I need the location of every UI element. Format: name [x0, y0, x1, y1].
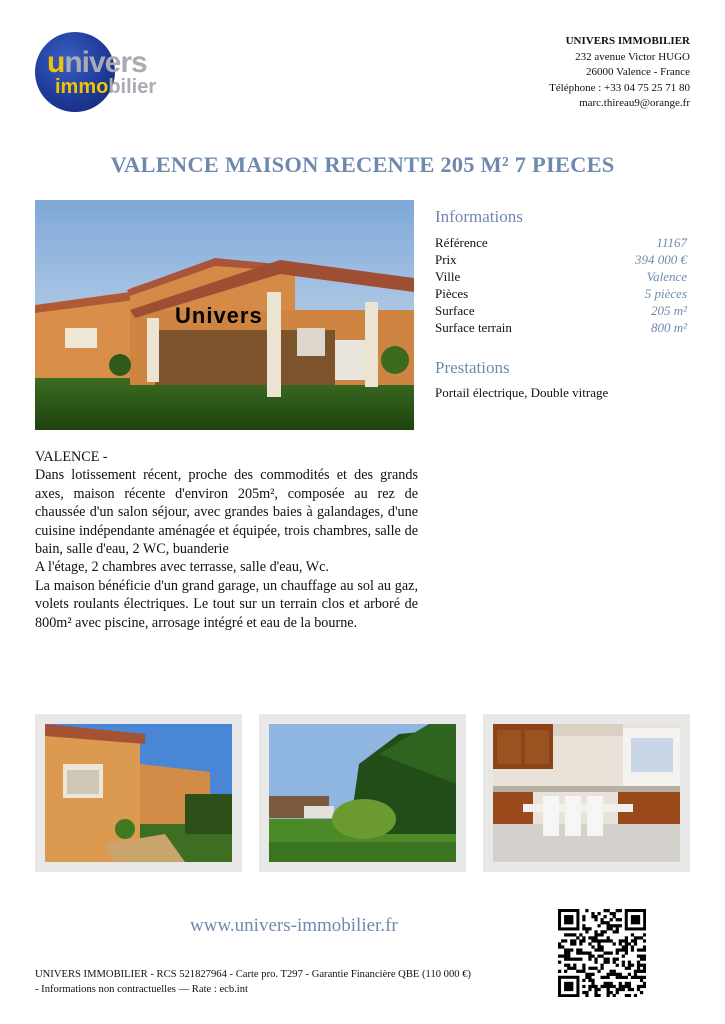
- info-row-pieces: [435, 285, 687, 302]
- info-label: Surface terrain: [435, 320, 512, 335]
- footer-disclaimer-line: - Informations non contractuelles — Rate : ecb.int: [35, 984, 248, 995]
- logo-word-univers: univers: [47, 46, 147, 79]
- description-paragraph: La maison bénéficie d'un grand garage, un chauffage au sol au gaz, volets roulants électriques. Le tout sur un terrain clos et arboré de 800m² avec piscine, arrosage intégré et eau de la bourne.: [35, 577, 418, 631]
- info-value: 5 pièces: [644, 286, 687, 301]
- qr-code: [558, 909, 646, 997]
- listing-title: VALENCE MAISON RECENTE 205 M² 7 PIECES: [110, 152, 615, 177]
- agency-city: 26000 Valence - France: [586, 66, 690, 78]
- description-line: VALENCE -: [35, 449, 108, 465]
- info-row-surface-terrain: [435, 319, 687, 336]
- info-label: Référence: [435, 235, 488, 250]
- prestations-heading: Prestations: [435, 358, 510, 377]
- agency-phone: Téléphone : +33 04 75 25 71 80: [549, 81, 690, 94]
- info-value: Valence: [646, 269, 687, 284]
- info-label: Pièces: [435, 286, 469, 301]
- info-label: Surface: [435, 303, 475, 318]
- info-row-ville: [435, 268, 687, 285]
- agency-contact: [549, 34, 690, 112]
- agency-address: 232 avenue Victor HUGO: [575, 50, 690, 63]
- website-link[interactable]: www.univers-immobilier.fr: [190, 915, 398, 936]
- info-value: 394 000 €: [635, 252, 687, 267]
- agency-logo: [35, 32, 165, 112]
- info-value: 205 m²: [650, 303, 687, 318]
- info-row-reference: [435, 234, 687, 251]
- prestations-text: Portail électrique, Double vitrage: [435, 385, 609, 400]
- info-label: Ville: [435, 269, 461, 284]
- informations-heading: Informations: [435, 207, 523, 226]
- info-row-surface: [435, 302, 687, 319]
- footer: [35, 967, 471, 997]
- info-value: 11167: [656, 235, 687, 250]
- footer-legal-line: UNIVERS IMMOBILIER - RCS 521827964 - Carte pro. T297 - Garantie Financière QBE (110 000 €): [35, 969, 472, 980]
- info-row-prix: [435, 251, 687, 268]
- info-label: Prix: [435, 252, 457, 267]
- photo-watermark: Univers: [175, 303, 263, 328]
- agency-email[interactable]: marc.thireau9@orange.fr: [579, 97, 690, 109]
- logo-word-immobilier: immobilier: [55, 76, 157, 98]
- thumbnail-photo-2[interactable]: [259, 714, 466, 872]
- listing-description: [35, 448, 418, 632]
- description-line: A l'étage, 2 chambres avec terrasse, salle d'eau, Wc.: [35, 559, 329, 576]
- description-paragraph: Dans lotissement récent, proche des commodités et des grands axes, maison récente d'environ 205m², composée au rez de chaussée d'un salon séjour, avec grandes baies à galandages, d'une cuisine indépendante aménagée et équipée, trois chambres, salle de bain, salle d'eau, 2 WC, buanderie: [35, 467, 418, 558]
- thumbnail-photo-1[interactable]: [35, 714, 242, 872]
- thumbnail-photo-3[interactable]: [483, 714, 690, 872]
- info-value: 800 m²: [650, 320, 687, 335]
- main-photo: [35, 200, 414, 430]
- informations-table: [435, 234, 687, 336]
- agency-name: UNIVERS IMMOBILIER: [565, 35, 690, 47]
